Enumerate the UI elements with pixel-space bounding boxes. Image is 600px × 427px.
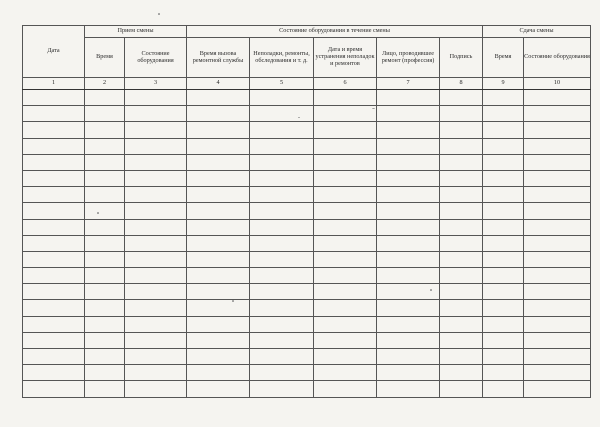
blank-cell xyxy=(524,122,591,138)
blank-cell xyxy=(524,381,591,397)
blank-cell xyxy=(250,154,314,170)
column-number: 6 xyxy=(314,78,377,90)
header-repair-person: Лицо, проводившее ремонт (профессия) xyxy=(377,38,440,78)
log-body xyxy=(23,90,591,398)
blank-cell xyxy=(187,203,250,219)
blank-cell xyxy=(483,268,524,284)
blank-cell xyxy=(524,349,591,365)
blank-cell xyxy=(314,170,377,186)
blank-cell xyxy=(377,235,440,251)
blank-cell xyxy=(483,300,524,316)
blank-cell xyxy=(440,235,483,251)
blank-cell xyxy=(187,106,250,122)
blank-cell xyxy=(125,268,187,284)
blank-cell xyxy=(377,300,440,316)
blank-cell xyxy=(377,138,440,154)
blank-cell xyxy=(483,203,524,219)
blank-cell xyxy=(483,187,524,203)
blank-cell xyxy=(23,106,85,122)
column-number: 5 xyxy=(250,78,314,90)
blank-cell xyxy=(483,284,524,300)
blank-cell xyxy=(85,203,125,219)
blank-cell xyxy=(314,90,377,106)
blank-cell xyxy=(250,235,314,251)
blank-cell xyxy=(85,138,125,154)
table-row xyxy=(23,138,591,154)
blank-cell xyxy=(125,106,187,122)
blank-cell xyxy=(187,268,250,284)
blank-cell xyxy=(187,90,250,106)
blank-cell xyxy=(483,365,524,381)
blank-cell xyxy=(377,349,440,365)
blank-cell xyxy=(125,365,187,381)
table-row xyxy=(23,154,591,170)
blank-cell xyxy=(250,138,314,154)
blank-cell xyxy=(377,381,440,397)
blank-cell xyxy=(23,235,85,251)
blank-cell xyxy=(524,332,591,348)
table-row xyxy=(23,381,591,397)
blank-cell xyxy=(23,332,85,348)
blank-cell xyxy=(314,332,377,348)
table-row xyxy=(23,251,591,267)
blank-cell xyxy=(125,154,187,170)
scan-speck xyxy=(158,13,160,15)
blank-cell xyxy=(377,316,440,332)
blank-cell xyxy=(23,251,85,267)
table-row xyxy=(23,170,591,186)
blank-cell xyxy=(524,219,591,235)
blank-cell xyxy=(85,316,125,332)
blank-cell xyxy=(524,365,591,381)
blank-cell xyxy=(85,365,125,381)
blank-cell xyxy=(187,300,250,316)
blank-cell xyxy=(125,203,187,219)
blank-cell xyxy=(524,138,591,154)
blank-cell xyxy=(250,381,314,397)
header-group-handover-shift: Сдача смены xyxy=(483,26,591,38)
blank-cell xyxy=(125,122,187,138)
blank-cell xyxy=(440,349,483,365)
blank-cell xyxy=(440,187,483,203)
blank-cell xyxy=(524,106,591,122)
blank-cell xyxy=(314,300,377,316)
blank-cell xyxy=(23,187,85,203)
column-number: 10 xyxy=(524,78,591,90)
blank-cell xyxy=(524,300,591,316)
blank-cell xyxy=(377,106,440,122)
blank-cell xyxy=(23,90,85,106)
table-row xyxy=(23,106,591,122)
blank-cell xyxy=(187,349,250,365)
blank-cell xyxy=(483,122,524,138)
blank-cell xyxy=(483,332,524,348)
table-row xyxy=(23,332,591,348)
blank-cell xyxy=(483,349,524,365)
blank-cell xyxy=(250,106,314,122)
blank-cell xyxy=(314,138,377,154)
blank-cell xyxy=(440,170,483,186)
blank-cell xyxy=(314,349,377,365)
header-faults: Неполадки, ремонты, обследования и т. д. xyxy=(250,38,314,78)
blank-cell xyxy=(250,90,314,106)
scan-speck xyxy=(372,108,375,109)
table-row xyxy=(23,349,591,365)
blank-cell xyxy=(250,332,314,348)
blank-cell xyxy=(250,268,314,284)
blank-cell xyxy=(440,381,483,397)
blank-cell xyxy=(125,90,187,106)
blank-cell xyxy=(85,332,125,348)
blank-cell xyxy=(483,316,524,332)
blank-cell xyxy=(85,349,125,365)
blank-cell xyxy=(377,268,440,284)
blank-cell xyxy=(23,349,85,365)
blank-cell xyxy=(440,284,483,300)
table-row xyxy=(23,284,591,300)
scan-speck xyxy=(232,300,234,302)
blank-cell xyxy=(314,268,377,284)
header-group-equipment-state: Состояние оборудования в течение смены xyxy=(187,26,483,38)
blank-cell xyxy=(314,187,377,203)
blank-cell xyxy=(524,203,591,219)
blank-cell xyxy=(314,284,377,300)
blank-cell xyxy=(125,235,187,251)
header-fix-datetime: Дата и время устранения неполадок и ремонтов xyxy=(314,38,377,78)
blank-cell xyxy=(250,300,314,316)
blank-cell xyxy=(85,235,125,251)
blank-cell xyxy=(440,332,483,348)
blank-cell xyxy=(250,219,314,235)
blank-cell xyxy=(524,90,591,106)
blank-cell xyxy=(440,219,483,235)
blank-cell xyxy=(250,170,314,186)
blank-cell xyxy=(125,284,187,300)
blank-cell xyxy=(250,251,314,267)
blank-cell xyxy=(440,122,483,138)
blank-cell xyxy=(377,187,440,203)
blank-cell xyxy=(125,300,187,316)
blank-cell xyxy=(187,365,250,381)
blank-cell xyxy=(440,138,483,154)
blank-cell xyxy=(23,300,85,316)
blank-cell xyxy=(314,235,377,251)
blank-cell xyxy=(314,219,377,235)
column-number: 1 xyxy=(23,78,85,90)
table-row xyxy=(23,219,591,235)
column-number: 7 xyxy=(377,78,440,90)
blank-cell xyxy=(250,122,314,138)
blank-cell xyxy=(524,187,591,203)
blank-cell xyxy=(377,332,440,348)
table-row xyxy=(23,203,591,219)
blank-cell xyxy=(524,235,591,251)
blank-cell xyxy=(440,300,483,316)
blank-cell xyxy=(23,284,85,300)
blank-cell xyxy=(440,203,483,219)
blank-cell xyxy=(483,138,524,154)
blank-cell xyxy=(23,122,85,138)
blank-cell xyxy=(440,106,483,122)
blank-cell xyxy=(314,122,377,138)
blank-cell xyxy=(85,187,125,203)
scan-speck xyxy=(430,289,432,291)
blank-cell xyxy=(524,251,591,267)
header-date: Дата xyxy=(23,26,85,78)
blank-cell xyxy=(377,219,440,235)
blank-cell xyxy=(314,154,377,170)
blank-cell xyxy=(187,235,250,251)
blank-cell xyxy=(377,154,440,170)
table-row xyxy=(23,90,591,106)
blank-cell xyxy=(187,251,250,267)
blank-cell xyxy=(125,251,187,267)
table-row xyxy=(23,316,591,332)
blank-cell xyxy=(314,106,377,122)
blank-cell xyxy=(85,251,125,267)
blank-cell xyxy=(85,106,125,122)
blank-cell xyxy=(377,90,440,106)
header-handover-time: Время xyxy=(483,38,524,78)
blank-cell xyxy=(524,154,591,170)
blank-cell xyxy=(250,316,314,332)
blank-cell xyxy=(85,170,125,186)
blank-cell xyxy=(23,365,85,381)
blank-cell xyxy=(85,154,125,170)
blank-cell xyxy=(440,251,483,267)
blank-cell xyxy=(314,365,377,381)
blank-cell xyxy=(23,219,85,235)
table-row xyxy=(23,235,591,251)
blank-cell xyxy=(125,187,187,203)
blank-cell xyxy=(483,219,524,235)
column-number: 4 xyxy=(187,78,250,90)
blank-cell xyxy=(440,316,483,332)
blank-cell xyxy=(377,284,440,300)
blank-cell xyxy=(125,349,187,365)
blank-cell xyxy=(125,219,187,235)
blank-cell xyxy=(377,251,440,267)
blank-cell xyxy=(440,154,483,170)
blank-cell xyxy=(314,316,377,332)
blank-cell xyxy=(250,203,314,219)
column-number: 3 xyxy=(125,78,187,90)
blank-cell xyxy=(187,138,250,154)
header-group-receive-shift: Прием смены xyxy=(85,26,187,38)
blank-cell xyxy=(187,154,250,170)
blank-cell xyxy=(440,90,483,106)
blank-cell xyxy=(23,203,85,219)
blank-cell xyxy=(314,381,377,397)
blank-cell xyxy=(377,122,440,138)
blank-cell xyxy=(314,251,377,267)
blank-cell xyxy=(85,122,125,138)
equipment-log-table xyxy=(22,25,591,398)
blank-cell xyxy=(125,170,187,186)
blank-cell xyxy=(23,316,85,332)
table-row xyxy=(23,268,591,284)
blank-cell xyxy=(85,219,125,235)
blank-cell xyxy=(23,138,85,154)
blank-cell xyxy=(524,170,591,186)
blank-cell xyxy=(524,284,591,300)
blank-cell xyxy=(483,251,524,267)
blank-cell xyxy=(187,316,250,332)
table-row xyxy=(23,187,591,203)
blank-cell xyxy=(440,365,483,381)
blank-cell xyxy=(250,365,314,381)
header-receive-time: Время xyxy=(85,38,125,78)
table-row xyxy=(23,122,591,138)
blank-cell xyxy=(85,90,125,106)
blank-cell xyxy=(85,300,125,316)
blank-cell xyxy=(85,268,125,284)
blank-cell xyxy=(187,219,250,235)
blank-cell xyxy=(314,203,377,219)
blank-cell xyxy=(23,268,85,284)
blank-cell xyxy=(524,268,591,284)
blank-cell xyxy=(250,284,314,300)
blank-cell xyxy=(483,381,524,397)
column-number: 2 xyxy=(85,78,125,90)
blank-cell xyxy=(23,170,85,186)
blank-cell xyxy=(377,203,440,219)
blank-cell xyxy=(483,90,524,106)
blank-cell xyxy=(187,122,250,138)
blank-cell xyxy=(250,187,314,203)
column-number: 8 xyxy=(440,78,483,90)
blank-cell xyxy=(23,154,85,170)
header-signature: Подпись xyxy=(440,38,483,78)
blank-cell xyxy=(483,170,524,186)
blank-cell xyxy=(187,332,250,348)
table-row xyxy=(23,300,591,316)
blank-cell xyxy=(377,365,440,381)
blank-cell xyxy=(187,170,250,186)
scan-speck xyxy=(97,212,99,214)
blank-cell xyxy=(483,235,524,251)
header-handover-state: Состояние оборудования xyxy=(524,38,591,78)
blank-cell xyxy=(440,268,483,284)
blank-cell xyxy=(250,349,314,365)
blank-cell xyxy=(377,170,440,186)
blank-cell xyxy=(85,284,125,300)
blank-cell xyxy=(23,381,85,397)
blank-cell xyxy=(125,381,187,397)
blank-cell xyxy=(187,187,250,203)
column-number: 9 xyxy=(483,78,524,90)
header-receive-state: Состояние оборудования xyxy=(125,38,187,78)
blank-cell xyxy=(187,284,250,300)
blank-cell xyxy=(85,381,125,397)
blank-cell xyxy=(125,138,187,154)
blank-cell xyxy=(483,154,524,170)
blank-cell xyxy=(125,332,187,348)
header-call-time: Время вызова ремонтной службы xyxy=(187,38,250,78)
blank-cell xyxy=(125,316,187,332)
blank-cell xyxy=(187,381,250,397)
table-row xyxy=(23,365,591,381)
blank-cell xyxy=(524,316,591,332)
blank-cell xyxy=(483,106,524,122)
